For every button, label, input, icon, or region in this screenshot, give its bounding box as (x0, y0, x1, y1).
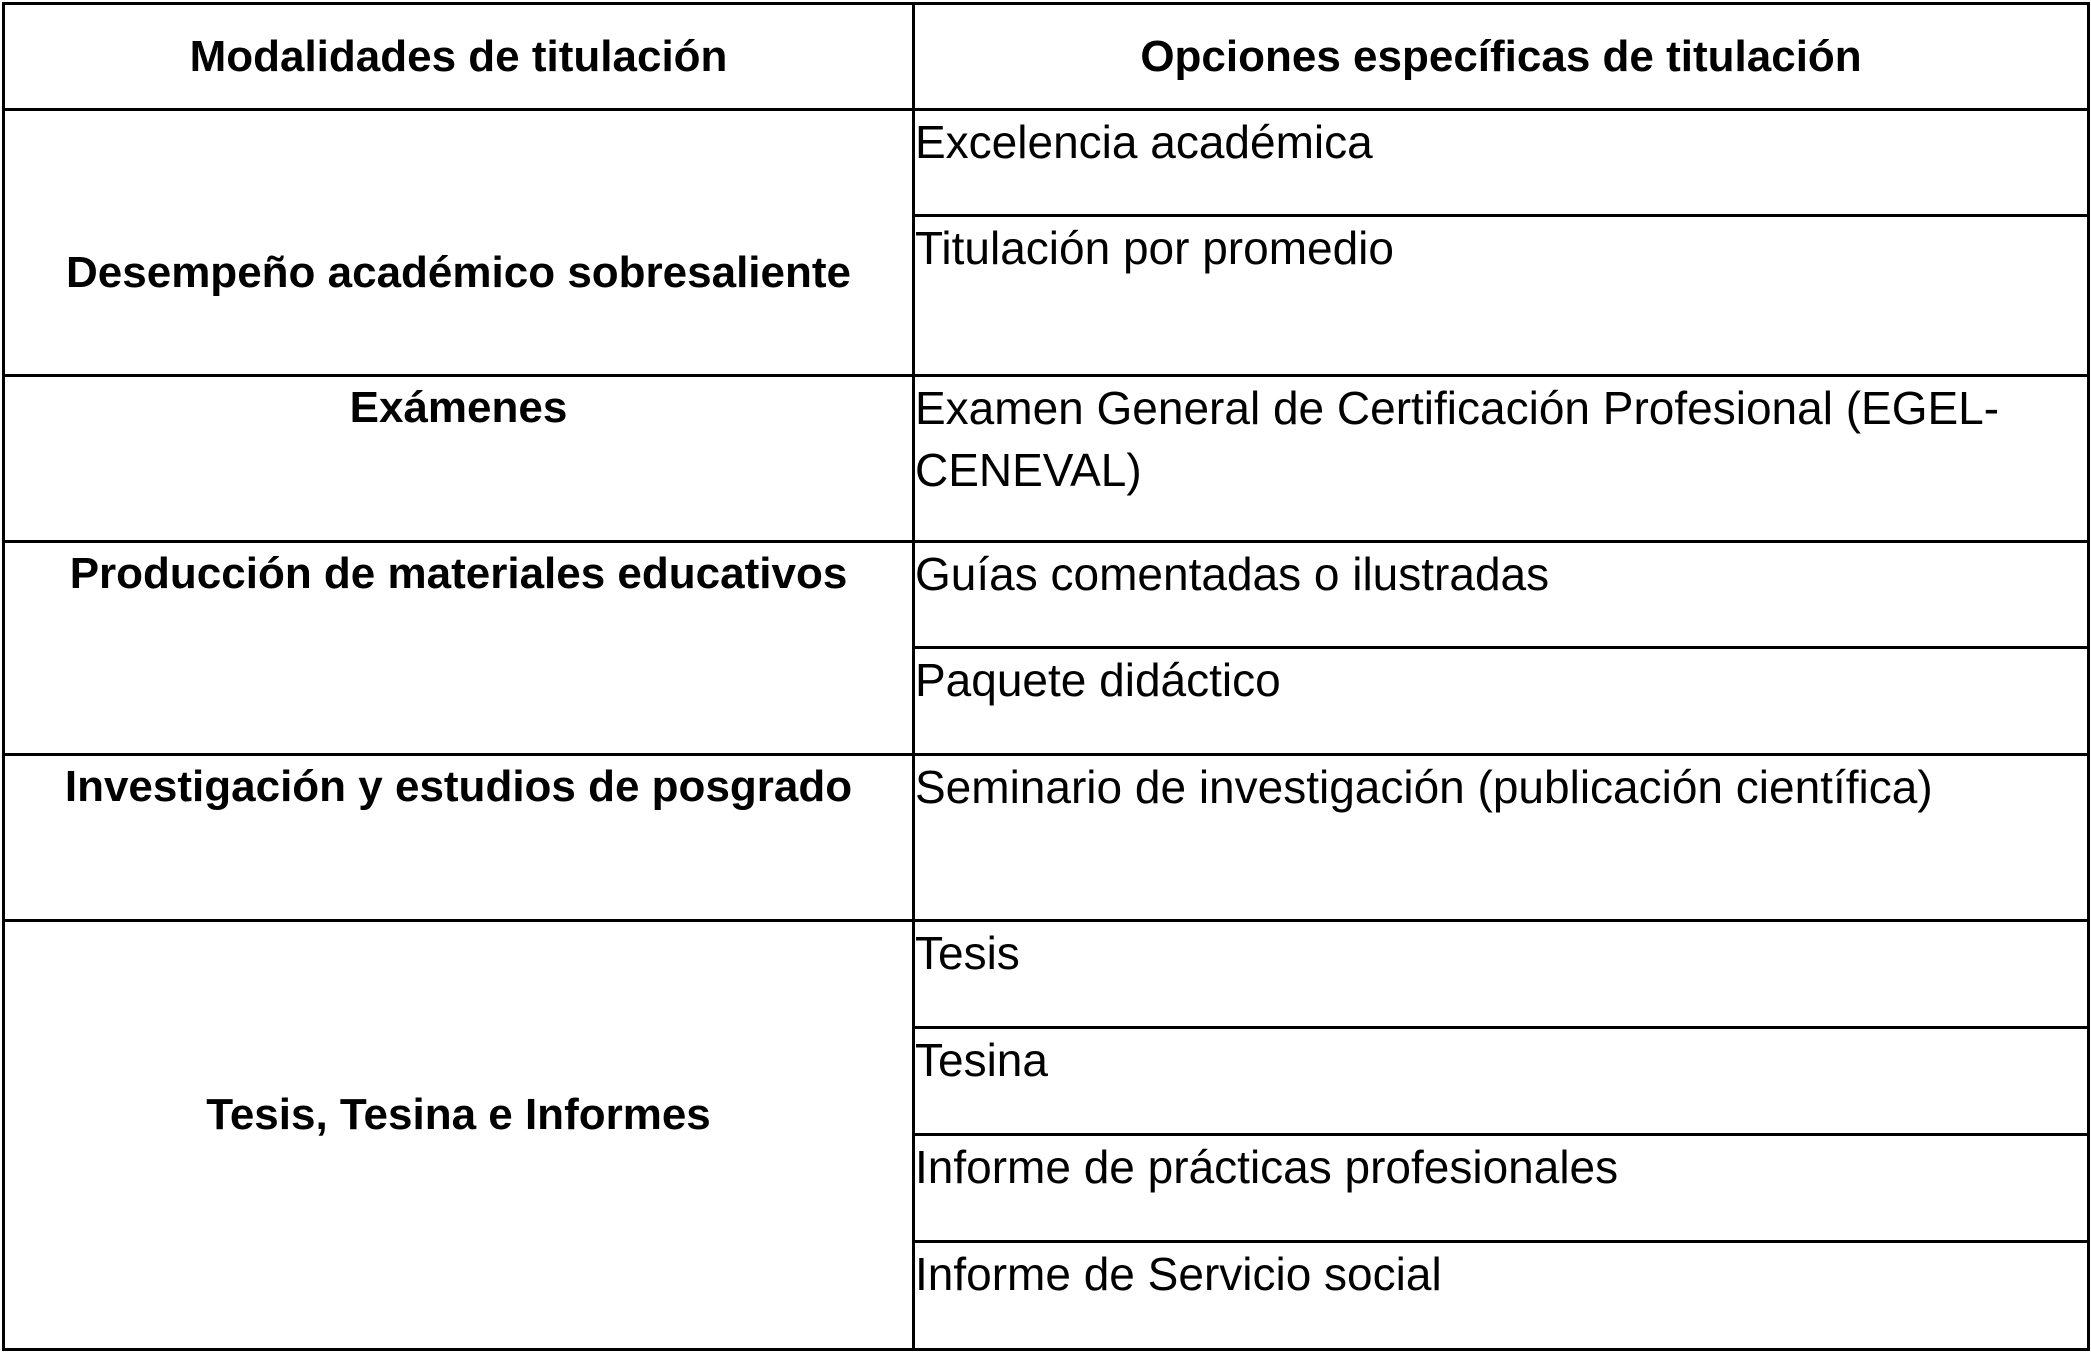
opcion-cell: Guías comentadas o ilustradas (914, 542, 2089, 648)
opcion-cell: Tesina (914, 1028, 2089, 1135)
opcion-cell: Titulación por promedio (914, 216, 2089, 376)
opcion-cell: Informe de prácticas profesionales (914, 1135, 2089, 1242)
modalidad-cell: Investigación y estudios de posgrado (4, 755, 914, 921)
modalidad-cell: Tesis, Tesina e Informes (4, 921, 914, 1350)
opcion-cell: Seminario de investigación (publicación científica) (914, 755, 2089, 921)
titulacion-table (2, 2, 2090, 1351)
table-row (4, 542, 2089, 648)
modalidad-cell: Desempeño académico sobresaliente (4, 110, 914, 376)
header-modalidades: Modalidades de titulación (4, 4, 914, 110)
opcion-cell: Examen General de Certificación Profesional (EGEL-CENEVAL) (914, 376, 2089, 542)
header-row (4, 4, 2089, 110)
table-row (4, 376, 2089, 542)
opcion-cell: Informe de Servicio social (914, 1242, 2089, 1350)
modalidad-cell: Producción de materiales educativos (4, 542, 914, 755)
table-row (4, 755, 2089, 921)
opcion-cell: Excelencia académica (914, 110, 2089, 216)
modalidad-cell: Exámenes (4, 376, 914, 542)
table-row (4, 110, 2089, 216)
opcion-cell: Paquete didáctico (914, 648, 2089, 755)
table-row (4, 921, 2089, 1028)
header-opciones: Opciones específicas de titulación (914, 4, 2089, 110)
opcion-cell: Tesis (914, 921, 2089, 1028)
